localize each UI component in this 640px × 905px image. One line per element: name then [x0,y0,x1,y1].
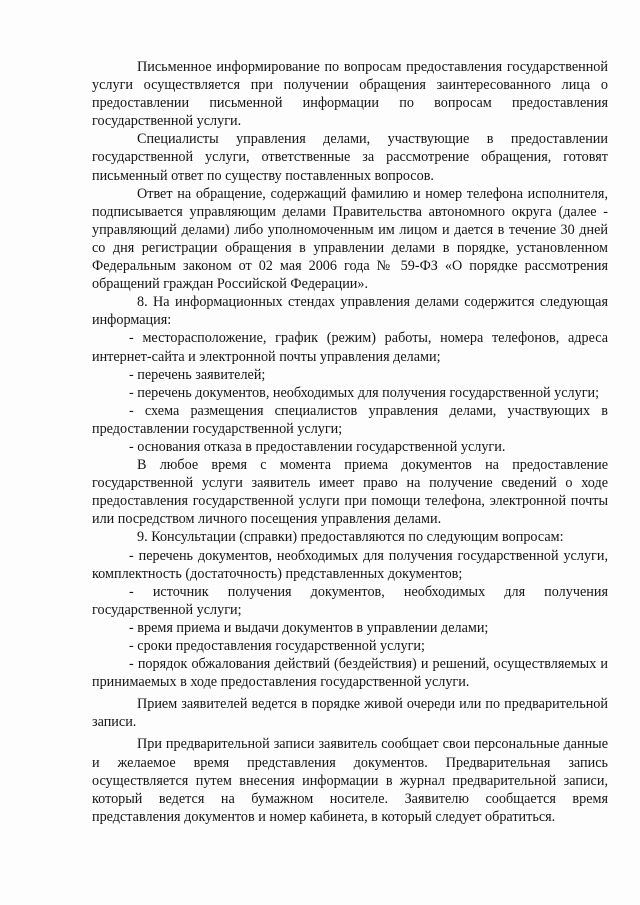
paragraph-preliminary-record: При предварительной записи заявитель сообщает свои персональные данные и желаемое время представления документов. Предварительная запись осуществляется путем внесения информации в журнал предварительной записи, который ведется на бумажном носителе. Заявителю сообщается время представления документов и номер кабинета, в который следует обратиться. [92,736,608,825]
paragraph-reception: Прием заявителей ведется в порядке живой очереди или по предварительной записи. [92,696,608,731]
list-item-terms: - сроки предоставления государственной услуги; [129,638,425,654]
paragraph-specialists: Специалисты управления делами, участвующие в предоставлении государственной услуги, ответственные за рассмотрение обращения, готовят письменный ответ по существу поставленных вопросов. [92,131,608,184]
list-item-applicants: - перечень заявителей; [129,366,266,383]
list-item-documents-list: - перечень документов, необходимых для получения государственной услуги, комплектность (достаточность) представленных документов; [92,547,608,582]
list-item-source: - источник получения документов, необходимых для получения государственной услуги; [92,583,608,618]
paragraph-answer: Ответ на обращение, содержащий фамилию и номер телефона исполнителя, подписывается управляющим делами Правительства автономного округа (далее - управляющий делами) либо уполномоченным им лицом и дается в течение 30 дней со дня регистрации обращения в управлении делами в порядке, установленном Федеральным законом от 02 мая 2006 года № 59-ФЗ «О порядке рассмотрения обращений граждан Российской Федерации». [92,185,608,293]
list-item-refusal-grounds: - основания отказа в предоставлении государственной услуги. [129,438,506,455]
list-item-appeal: - порядок обжалования действий (бездействия) и решений, осуществляемых и принимаемых в ходе предоставления государственной услуги. [92,656,608,691]
paragraph-written-informing: Письменное информирование по вопросам предоставления государственной услуги осуществляется при получении обращения заинтересованного лица о предоставлении письменной информации по вопросам предоставления государственной услуги. [92,59,608,130]
list-item-documents: - перечень документов, необходимых для получения государственной услуги; [129,384,600,401]
document-body [92,58,608,826]
list-item-reception-time: - время приема и выдачи документов в управлении делами; [129,619,489,636]
paragraph-item-9: 9. Консультации (справки) предоставляются по следующим вопросам: [137,529,564,546]
list-item-location: - месторасположение, график (режим) работы, номера телефонов, адреса интернет-сайта и электронной почты управления делами; [92,330,608,365]
paragraph-item-8: 8. На информационных стендах управления делами содержится следующая информация: [92,294,608,329]
paragraph-anytime: В любое время с момента приема документов на предоставление государственной услуги заявитель имеет право на получение сведений о ходе предоставления государственной услуги при помощи телефона, электронной почты или посредством личного посещения управления делами. [92,457,608,528]
list-item-scheme: - схема размещения специалистов управления делами, участвующих в предоставлении государственной услуги; [92,402,608,437]
